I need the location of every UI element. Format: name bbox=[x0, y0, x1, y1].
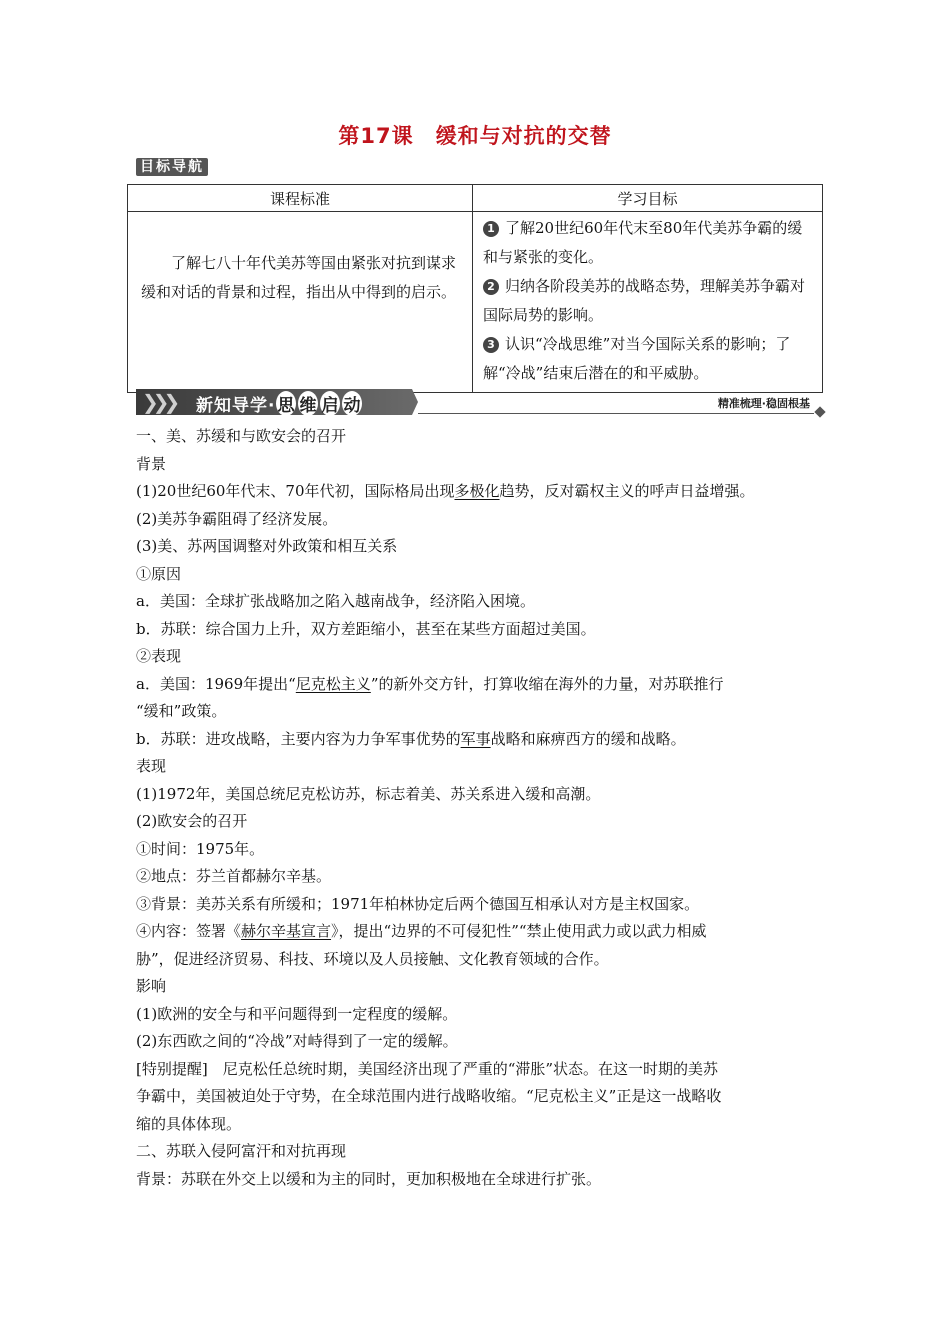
underlined-key-term: 多极化 bbox=[454, 482, 500, 500]
goals-table bbox=[127, 184, 823, 393]
paragraph: ①时间：1975年。 bbox=[136, 839, 265, 858]
subheading: 影响 bbox=[136, 977, 167, 995]
subheading: ②表现 bbox=[136, 647, 182, 665]
paragraph: a．美国：1969年提出“尼克松主义”的新外交方针，打算收缩在海外的力量，对苏联推行 bbox=[136, 674, 724, 693]
tip-paragraph: [特别提醒] 尼克松任总统时期，美国经济出现了严重的“滞胀”状态。在这一时期的美苏 bbox=[136, 1059, 719, 1078]
number-3-icon: 3 bbox=[483, 337, 499, 353]
paragraph: (3)美、苏两国调整对外政策和相互关系 bbox=[136, 537, 398, 555]
diamond-icon bbox=[814, 406, 825, 417]
banner-label: 新知导学· 思 维 启 动 bbox=[196, 391, 363, 416]
underlined-key-term: 尼克松主义 bbox=[295, 674, 371, 693]
paragraph: 胁”，促进经济贸易、科技、环境以及人员接触、文化教育领域的合作。 bbox=[136, 949, 609, 968]
paragraph: (1)1972年，美国总统尼克松访苏，标志着美、苏关系进入缓和高潮。 bbox=[136, 784, 601, 803]
subheading: ①原因 bbox=[136, 564, 182, 583]
subheading: 表现 bbox=[136, 757, 167, 775]
banner-rule bbox=[418, 413, 814, 414]
paragraph: (2)美苏争霸阻碍了经济发展。 bbox=[136, 509, 338, 528]
lesson-topic: 缓和与对抗的交替 bbox=[435, 124, 612, 148]
standard-text: 了解七八十年代美苏等国由紧张对抗到谋求缓和对话的背景和过程，指出从中得到的启示。 bbox=[141, 254, 457, 301]
banner-subtitle: 精准梳理·稳固根基 bbox=[717, 397, 810, 410]
subheading: 背景 bbox=[136, 454, 167, 473]
paragraph: (1)20世纪60年代末、70年代初，国际格局出现多极化趋势，反对霸权主义的呼声日益增强。 bbox=[136, 482, 755, 500]
section-banner bbox=[136, 389, 824, 415]
paragraph: ④内容：签署《赫尔辛基宣言》，提出“边界的不可侵犯性”“禁止使用武力或以武力相威 bbox=[136, 922, 707, 940]
chevron-right-icon: ❯❯❯ bbox=[142, 390, 175, 414]
paragraph: b．苏联：进攻战略，主要内容为力争军事优势的军事战略和麻痹西方的缓和战略。 bbox=[136, 729, 686, 748]
objective-item bbox=[483, 330, 814, 388]
objective-item bbox=[483, 272, 814, 330]
paragraph: ②地点：芬兰首都赫尔辛基。 bbox=[136, 867, 332, 885]
standard-header: 课程标准 bbox=[128, 185, 473, 212]
number-2-icon: 2 bbox=[483, 279, 499, 295]
objective-text: 了解20世纪60年代末至80年代美苏争霸的缓和与紧张的变化。 bbox=[483, 219, 803, 266]
paragraph: ③背景：美苏关系有所缓和；1971年柏林协定后两个德国互相承认对方是主权国家。 bbox=[136, 894, 700, 913]
paragraph: (2)欧安会的召开 bbox=[136, 812, 248, 830]
tip-paragraph: 争霸中，美国被迫处于守势，在全球范围内进行战略收缩。“尼克松主义”正是这一战略收 bbox=[136, 1087, 722, 1105]
section-heading: 一、美、苏缓和与欧安会的召开 bbox=[136, 427, 347, 445]
tip-paragraph: 缩的具体体现。 bbox=[136, 1114, 242, 1133]
underlined-key-term: 军事 bbox=[460, 729, 491, 748]
underlined-key-term: 赫尔辛基宣言 bbox=[241, 922, 332, 940]
section-heading: 二、苏联入侵阿富汗和对抗再现 bbox=[136, 1142, 347, 1160]
goals-body-row bbox=[128, 212, 823, 393]
standard-cell bbox=[128, 212, 473, 393]
objective-header: 学习目标 bbox=[473, 185, 823, 212]
objective-text: 认识“冷战思维”对当今国际关系的影响；了解“冷战”结束后潜在的和平威胁。 bbox=[483, 335, 791, 382]
paragraph: b．苏联：综合国力上升，双方差距缩小，甚至在某些方面超过美国。 bbox=[136, 619, 596, 638]
objective-item bbox=[483, 214, 814, 272]
lesson-body bbox=[136, 423, 816, 1193]
objective-text: 归纳各阶段美苏的战略态势，理解美苏争霸对国际局势的影响。 bbox=[483, 277, 806, 324]
paragraph: (2)东西欧之间的“冷战”对峙得到了一定的缓解。 bbox=[136, 1032, 458, 1050]
paragraph: “缓和”政策。 bbox=[136, 702, 227, 720]
paragraph: a．美国：全球扩张战略加之陷入越南战争，经济陷入困境。 bbox=[136, 592, 535, 610]
lesson-number: 第17课 bbox=[338, 124, 414, 148]
paragraph: 背景：苏联在外交上以缓和为主的同时，更加积极地在全球进行扩张。 bbox=[136, 1169, 602, 1188]
goals-header-row bbox=[128, 185, 823, 212]
number-1-icon: 1 bbox=[483, 221, 499, 237]
objective-cell bbox=[473, 212, 823, 393]
lesson-title bbox=[0, 120, 950, 150]
nav-tag: 目标导航 bbox=[136, 158, 208, 176]
paragraph: (1)欧洲的安全与和平问题得到一定程度的缓解。 bbox=[136, 1004, 458, 1023]
